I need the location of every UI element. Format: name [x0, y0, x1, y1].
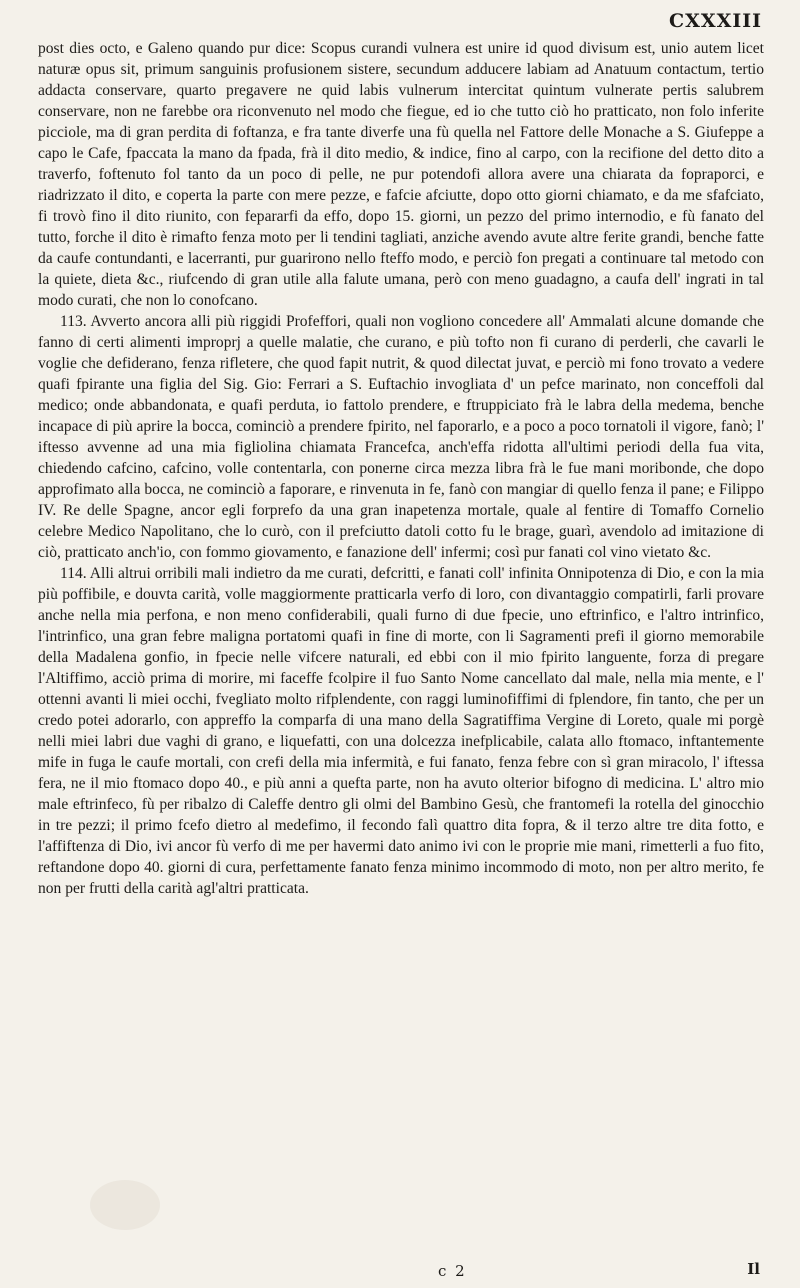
page-number: CXXXIII — [668, 10, 762, 32]
signature-mark: c 2 — [438, 1262, 467, 1280]
catchword: Il — [747, 1260, 760, 1278]
paragraph: post dies octo, e Galeno quando pur dice: Scopus curandi vulnera est unire id quod divisum est, unio autem licet naturæ opus sit, primum sanguinis profusionem sistere, secundum adducere labiam ad Anatuum contactum, tertio addacta conservare, quarto pregavere ne quid labis vulnerum intercitat quintum vulnerate pertis salubrem conservare, non ne farebbe ora riconvenuto nel modo che fiegue, ed io che tutto ciò ho pratticato, non folo inferite picciole, ma di gran perdita di foftanza, e fra tante diverfe una fù quella nel Fattore delle Monache a S. Giufeppe a capo le Cafe, fpaccata la mano da fpada, frà il dito medio, & indice, fino al carpo, con la recifione del detto dito a traverfo, foftenuto fol tanto da un poco di pelle, ne pur potendofi allora avere una chiarata da fopraporci, e riadrizzato il dito, e coperta la parte con mere pezze, e fafcie afciutte, dopo otto giorni chiamato, e da me sfafciato, fi trovò fino il dito riunito, con fepararfi da effo, dopo 15. giorni, un pezzo del primo internodio, e fù fanato del tutto, forche il dito è rimafto fenza moto per li tendini tagliati, anziche avendo avute altre ferite grandi, benche fatte da caufe contundanti, e lacerranti, pur guarirono nello fteffo modo, e perciò fon pregati a continuare tal metodo con la quiete, dieta &c., riufcendo di gran utile alla falute umana, però con meno guadagno, a caufa dell' ingrati in tal modo curati, che non lo conofcano. — [38, 40, 764, 309]
body-text — [38, 38, 764, 899]
paper-stain — [90, 1180, 160, 1230]
paragraph: 114. Alli altrui orribili mali indietro da me curati, defcritti, e fanati coll' infinita Onnipotenza di Dio, e con la mia più poffibile, e douvta carità, volle maggiormente pratticarla verfo di loro, con divantaggio compatirli, farli provare anche nella mia perfona, e non meno confiderabili, quali furno di due fpecie, uno eftrinfico, e l'altro intrinfico, l'intrinfico, una gran febre maligna portatomi quafi in fine di morte, con li Sagramenti prefi il giorno memorabile della Madalena gonfio, in fpecie nelle vifcere naturali, ed ebbi con il mio fpirito languente, forza di pregare l'Altiffimo, acciò prima di morire, mi faceffe fcolpire il fuo Santo Nome cancellato dal male, nella mia mente, e l' ottenni avanti li miei occhi, fvegliato molto rifplendente, con raggi luminofiffimi di fplendore, fin tanto, che per un credo potei adorarlo, con appreffo la comparfa di una mano della Sagratiffima Vergine di Loreto, quale mi porgè nelli miei labri due vaghi di grano, e liquefatti, con una dolcezza inefplicabile, calata allo ftomaco, inftantemente mife in fuga le caufe mortali, con crefi della mia infermità, e fui fanato, fenza febre con sì gran miracolo, l' iftessa fera, ne il mio ftomaco dopo 40., e più anni a quefta parte, non ha avuto olterior bifogno di medicina. L' altro mio male eftrinfeco, fù per ribalzo di Caleffe dentro gli olmi del Bambino Gesù, che frantomefi la rotella del ginocchio in tre pezzi; il primo fcefo dietro al medefimo, il fecondo falì quattro dita fopra, & il terzo altre tre dita fotto, e l'affiftenza di Dio, ivi ancor fù verfo di me per havermi dato animo ivi con le proprie mie mani, rimetterli a fuo fito, reftandone dopo 40. giorni di cura, perfettamente fanato fenza minimo incommodo di moto, non per altro merito, fe non per frutti della carità agl'altri pratticata. — [38, 565, 764, 897]
paragraph: 113. Avverto ancora alli più riggidi Profeffori, quali non vogliono concedere all' Ammalati alcune domande che fanno di certi alimenti improprj a quelle malatie, che curano, e più tofto non fi curano di perderli, che cavarli le voglie che defiderano, fenza rifletere, che quod fapit nutrit, & quod dilectat juvat, e perciò mi fono trovato a vedere quafi fpirante una figlia del Sig. Gio: Ferrari a S. Euftachio invogliata d' un pefce marinato, non conceffoli dal medico; onde abbandonata, e quafi perduta, io fattolo prendere, e ftruppiciato frà le labra della medema, benche incapace di più aprire la bocca, cominciò a prendere fpirito, nel faporarlo, e a poco a poco tornatoli il vigore, fanò; l' iftesso avvenne ad una mia figliolina chiamata Francefca, anch'effa ridotta all'ultimi periodi della fua vita, chiedendo cafcino, cafcino, volle contentarla, con ponerne circa mezza libra frà le fue mani moribonde, che dopo approfimato alla bocca, ne cominciò a faporare, e rinvenuta in fe, fanò con mangiar di quello fenza il pane; e Filippo IV. Re delle Spagne, ancor egli forprefo da una gran inapetenza mortale, quale al fentire di Tomaffo Cornelio celebre Medico Napolitano, che lo curò, con il prefciutto datoli cotto fu le brage, guarì, avendolo ad imitazione di ciò, pratticato anch'io, con fommo giovamento, e fanazione dell' infermi; così pur fanati col vino vietato &c. — [38, 313, 764, 561]
